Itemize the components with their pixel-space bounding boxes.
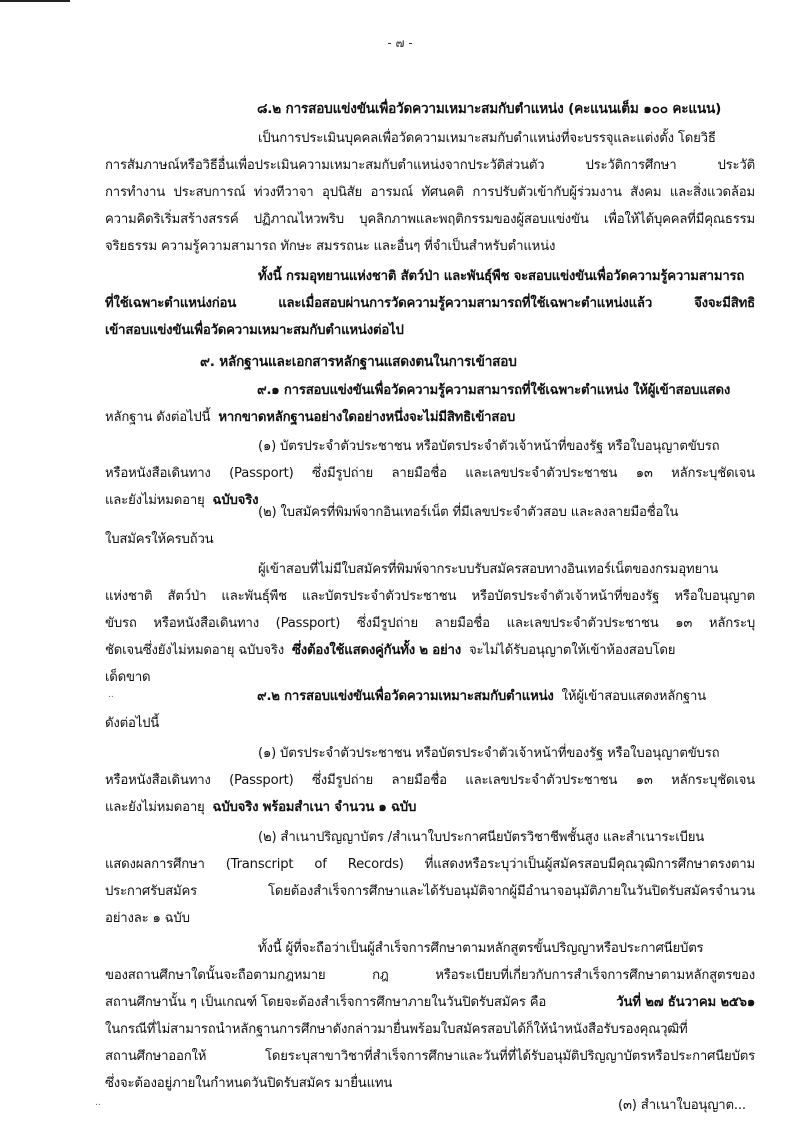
list-item: ประกาศรับสมัคร โดยต้องสำเร็จการศึกษาและได้รับอนุมัติจากผู้มีอำนาจอนุมัติภายในวันปิดรับสมัครจำนวน [105,884,755,899]
warning-text: ชัดเจนซึ่งยังไม่หมดอายุ ฉบับจริง [105,643,285,658]
page-number: - ๗ - [387,36,413,50]
list-item: แสดงผลการศึกษา (Transcript of Records) ที่แสดงหรือระบุว่าเป็นผู้สมัครสอบมีคุณวุฒิการศึกษาตรงตาม [105,857,755,872]
warning-emphasis: ซึ่งต้องใช้แสดงคู่กันทั้ง ๒ อย่าง [292,643,461,658]
list-item: หรือหนังสือเดินทาง (Passport) ซึ่งมีรูปถ่าย ลายมือชื่อ และเลขประจำตัวประชาชน ๑๓ หลักระบุชัดเจน [105,773,755,788]
section-9-1-requirement: หากขาดหลักฐานอย่างใดอย่างหนึ่งจะไม่มีสิทธิเข้าสอบ [218,410,516,425]
original-copy-label: ฉบับจริง [212,493,259,508]
deadline-date: วันที่ ๒๗ ธันวาคม ๒๕๖๑ [616,995,755,1010]
warning-line [105,641,675,661]
list-item [105,798,416,818]
scan-artifact [0,0,70,2]
list-item: (๒) ใบสมัครที่พิมพ์จากอินเทอร์เน็ต ที่มีเลขประจำตัวสอบ และลงลายมือชื่อใน [258,505,679,520]
paragraph-line: การทำงาน ประสบการณ์ ท่วงทีวาจา อุปนิสัย อารมณ์ ทัศนคติ การปรับตัวเข้ากับผู้ร่วมงาน สังคม และสิ่งแวดล้อม [105,185,755,200]
warning-line: แห่งชาติ สัตว์ป่า และพันธุ์พืช และบัตรประจำตัวประชาชน หรือบัตรประจำตัวเจ้าหน้าที่ของรัฐ หรือใบอนุญาต [105,589,755,604]
warning-line: ขับรถ หรือหนังสือเดินทาง (Passport) ซึ่งมีรูปถ่าย ลายมือชื่อ และเลขประจำตัวประชาชน ๑๓ หลักระบุ [105,616,755,631]
note-line: ทั้งนี้ กรมอุทยานแห่งชาติ สัตว์ป่า และพันธุ์พืช จะสอบแข่งขันเพื่อวัดความรู้ความสามารถ [258,269,745,284]
note-line: สถานศึกษาออกให้ โดยระบุสาขาวิชาที่สำเร็จการศึกษาและวันที่ที่ได้รับอนุมัติปริญญาบัตรหรือประกาศนียบัตร [105,1049,755,1064]
section-9-2-line [257,687,706,707]
note-line: ซึ่งจะต้องอยู่ภายในกำหนดวันปิดรับสมัคร มายื่นแทน [105,1076,393,1091]
note-line: ในกรณีที่ไม่สามารถนำหลักฐานการศึกษาดังกล่าวมายื่นพร้อมใบสมัครสอบได้ก็ให้นำหนังสือรับรองคุณวุฒิที่ [105,1022,688,1037]
warning-line: เด็ดขาด [105,670,151,685]
note-line [105,993,755,1013]
section-9-1-line [105,408,515,428]
scan-mark-tick: .. [108,690,114,700]
paragraph-line: เป็นการประเมินบุคคลเพื่อวัดความเหมาะสมกับตำแหน่งที่จะบรรจุและแต่งตั้ง โดยวิธี [258,131,716,146]
section-9-1-line: ๙.๑ การสอบแข่งขันเพื่อวัดความรู้ความสามารถที่ใช้เฉพาะตำแหน่ง ให้ผู้เข้าสอบแสดง [257,383,731,398]
section-9-2-intro: ให้ผู้เข้าสอบแสดงหลักฐาน [561,689,706,704]
list-item-text: และยังไม่หมดอายุ [105,493,205,508]
warning-line: ผู้เข้าสอบที่ไม่มีใบสมัครที่พิมพ์จากระบบรับสมัครสอบทางอินเทอร์เน็ตของกรมอุทยาน [258,562,719,577]
section-9-2-title: ๙.๒ การสอบแข่งขันเพื่อวัดความเหมาะสมกับตำแหน่ง [257,689,554,704]
list-item: หรือหนังสือเดินทาง (Passport) ซึ่งมีรูปถ่าย ลายมือชื่อ และเลขประจำตัวประชาชน ๑๓ หลักระบุชัดเจน [105,466,755,481]
note-line: ที่ใช้เฉพาะตำแหน่งก่อน และเมื่อสอบผ่านการวัดความรู้ความสามารถที่ใช้เฉพาะตำแหน่งแล้ว จึงจะมีสิทธิ [105,296,755,311]
note-line: เข้าสอบแข่งขันเพื่อวัดความเหมาะสมกับตำแหน่งต่อไป [105,323,404,338]
note-text: สถานศึกษานั้น ๆ เป็นเกณฑ์ โดยจะต้องสำเร็จการศึกษาภายในวันปิดรับสมัคร คือ [105,995,547,1010]
note-line: ทั้งนี้ ผู้ที่จะถือว่าเป็นผู้สำเร็จการศึกษาตามหลักสูตรขั้นปริญญาหรือประกาศนียบัตร [258,941,704,956]
list-item: (๑) บัตรประจำตัวประชาชน หรือบัตรประจำตัวเจ้าหน้าที่ของรัฐ หรือใบอนุญาตขับรถ [258,439,720,454]
section-9-title: ๙. หลักฐานและเอกสารหลักฐานแสดงตนในการเข้าสอบ [200,354,517,370]
section-9-1-intro: หลักฐาน ดังต่อไปนี้ [105,410,211,425]
original-copy-label: ฉบับจริง พร้อมสำเนา จำนวน ๑ ฉบับ [212,800,417,815]
list-item [105,491,258,511]
note-line: ของสถานศึกษาใดนั้นจะถือตามกฎหมาย กฎ หรือระเบียบที่เกี่ยวกับการสำเร็จการศึกษาตามหลักสูตรของ [105,968,755,983]
list-item-text: และยังไม่หมดอายุ [105,800,205,815]
section-8-2-title: ๘.๒ การสอบแข่งขันเพื่อวัดความเหมาะสมกับตำแหน่ง (คะแนนเต็ม ๑๐๐ คะแนน) [257,101,722,117]
paragraph-line: ความคิดริเริ่มสร้างสรรค์ ปฏิภาณไหวพริบ บุคลิกภาพและพฤติกรรมของผู้สอบแข่งขัน เพื่อให้ได้บุคคลที่มีคุณธรรม [105,212,755,227]
list-item: (๒) สำเนาปริญญาบัตร /สำเนาใบประกาศนียบัตรวิชาชีพชั้นสูง และสำเนาระเบียน [258,830,705,845]
continuation-marker: (๓) สำเนาใบอนุญาต... [618,1098,746,1113]
warning-text: จะไม่ได้รับอนุญาตให้เข้าห้องสอบโดย [468,643,676,658]
list-item: อย่างละ ๑ ฉบับ [105,911,190,926]
list-item: ใบสมัครให้ครบถ้วน [105,532,214,547]
paragraph-line: การสัมภาษณ์หรือวิธีอื่นเพื่อประเมินความเหมาะสมกับตำแหน่งจากประวัติส่วนตัว ประวัติการศึกษา ประวัติ [105,158,755,173]
section-9-2-line: ดังต่อไปนี้ [105,716,160,731]
scan-mark-tick: .. [95,1098,101,1108]
list-item: (๑) บัตรประจำตัวประชาชน หรือบัตรประจำตัวเจ้าหน้าที่ของรัฐ หรือใบอนุญาตขับรถ [258,746,720,761]
paragraph-line: จริยธรรม ความรู้ความสามารถ ทักษะ สมรรถนะ และอื่นๆ ที่จำเป็นสำหรับตำแหน่ง [105,239,556,254]
